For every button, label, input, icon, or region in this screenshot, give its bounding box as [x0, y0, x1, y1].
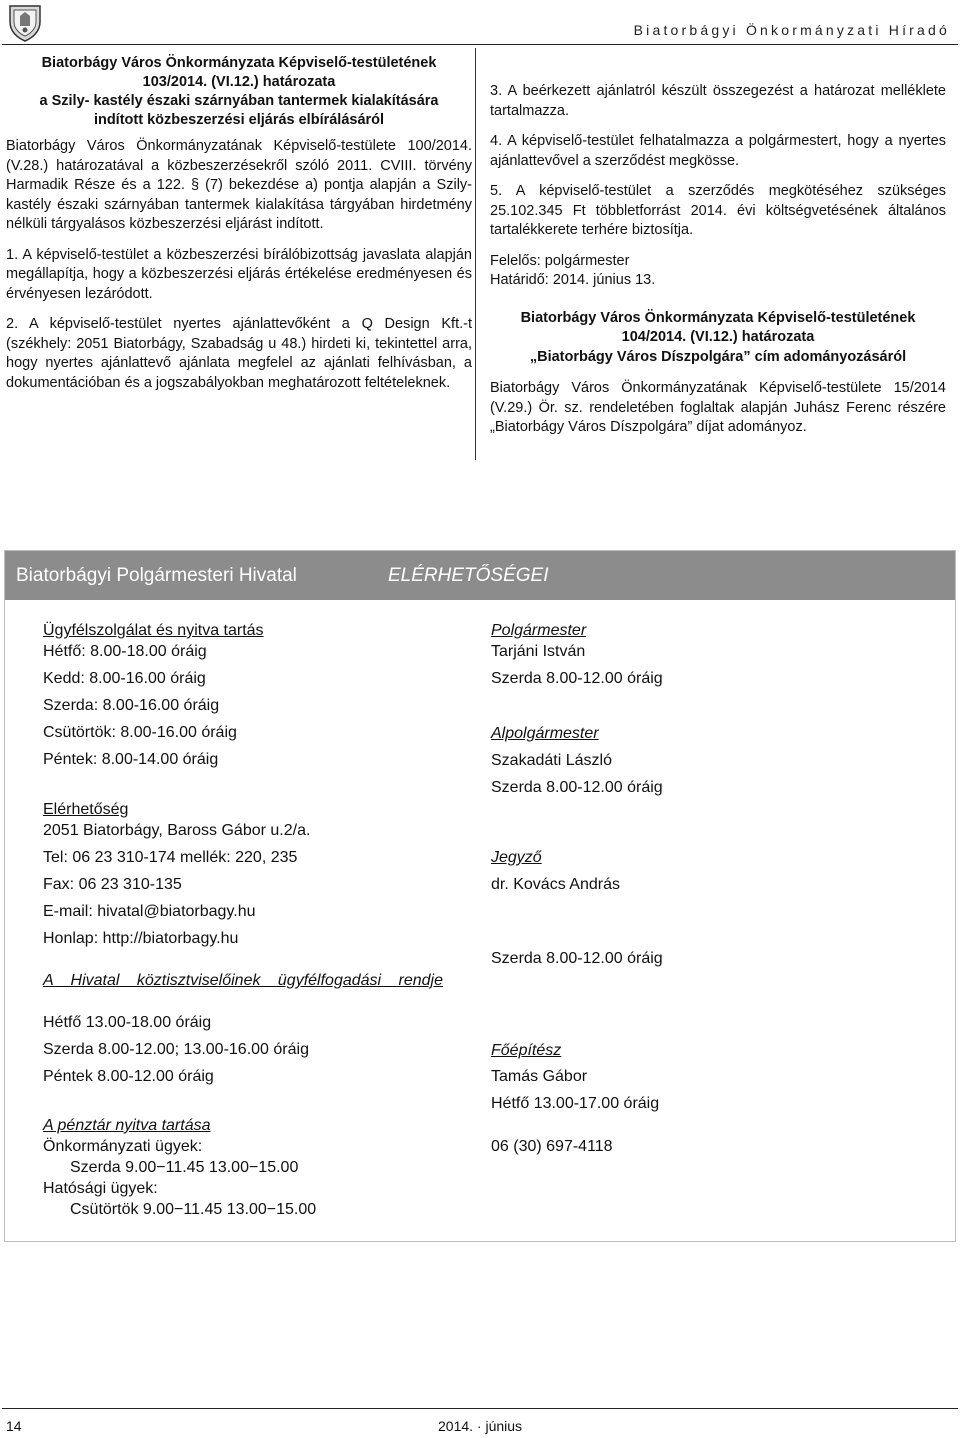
resolution-title-line: 104/2014. (VI.12.) határozata	[621, 329, 815, 345]
mayor-hours: Szerda 8.00-12.00 óráig	[491, 670, 663, 687]
right-column	[490, 82, 946, 449]
resolution-103-intro: Biatorbágy Város Önkormányzatának Képviselő-testülete 100/2014. (V.28.) határozatával a közbeszerzésekről szóló 2011. CVIII. törvény Harmadik Része és a 122. § (7) bekezdése a) pontja alapján a Szily- kastély északi szárnyában tantermek kialakítása tárgyában hirdetmény nélküli tárgyalásos közbeszerzési eljárást indított.	[6, 138, 472, 232]
responsible-line: Felelős: polgármester	[490, 252, 630, 269]
resolution-title-line: indított közbeszerzési eljárás elbírálásáról	[93, 112, 385, 128]
office-name: Biatorbágyi Polgármesteri Hivatal	[16, 565, 297, 586]
architect-name: Tamás Gábor	[491, 1068, 588, 1085]
cashier-authority-hours: Csütörtök 9.00−11.45 13.00−15.00	[70, 1201, 317, 1218]
architect-hours: Hétfő 13.00-17.00 óráig	[491, 1095, 660, 1112]
reception-monday: Hétfő 13.00-18.00 óráig	[43, 1014, 212, 1031]
resolution-title-line: Biatorbágy Város Önkormányzata Képviselő-testületének	[41, 55, 437, 71]
hours-friday: Péntek: 8.00-14.00 óráig	[43, 751, 219, 768]
office-address: 2051 Biatorbágy, Baross Gábor u.2/a.	[43, 822, 311, 839]
resolution-title-line: „Biatorbágy Város Díszpolgára” cím adományozásáról	[529, 348, 907, 365]
architect-phone: 06 (30) 697-4118	[491, 1138, 613, 1155]
reach-heading: Elérhetőség	[43, 801, 129, 818]
deputy-mayor-name: Szakadáti László	[491, 752, 612, 769]
footer-divider	[2, 1408, 958, 1409]
hours-wednesday: Szerda: 8.00-16.00 óráig	[43, 697, 220, 714]
reception-wednesday: Szerda 8.00-12.00; 13.00-16.00 óráig	[43, 1041, 309, 1058]
office-phone: Tel: 06 23 310-174 mellék: 220, 235	[43, 849, 298, 866]
notary-heading: Jegyző	[491, 849, 542, 866]
resolution-103-point-5: 5. A képviselő-testület a szerződés megkötéséhez szükséges 25.102.345 Ft többletforrást 2014. évi költségvetésének általános tartalékkerete terhére biztosítja.	[490, 183, 946, 238]
office-email: E-mail: hivatal@biatorbagy.hu	[43, 903, 256, 920]
mayor-heading: Polgármester	[491, 622, 587, 639]
newsletter-title: Biatorbágyi Önkormányzati Híradó	[633, 22, 950, 38]
cashier-heading: A pénztár nyitva tartása	[43, 1117, 211, 1134]
cashier-municipal-label: Önkormányzati ügyek:	[43, 1138, 203, 1155]
header-divider	[2, 44, 958, 45]
reception-friday: Péntek 8.00-12.00 óráig	[43, 1068, 214, 1085]
cashier-municipal-hours: Szerda 9.00−11.45 13.00−15.00	[70, 1159, 299, 1176]
issue-date: 2014. · június	[438, 1418, 523, 1434]
resolution-title-line: 103/2014. (VI.12.) határozata	[142, 74, 336, 90]
office-fax: Fax: 06 23 310-135	[43, 876, 182, 893]
resolution-103-point-4: 4. A képviselő-testület felhatalmazza a polgármestert, hogy a nyertes ajánlattevővel a szerződést megkösse.	[490, 133, 946, 169]
resolution-103-point-2: 2. A képviselő-testület nyertes ajánlattevőként a Q Design Kft.-t (székhely: 2051 Biatorbágy, Szabadság u 48.) hirdeti ki, tekintettel arra, hogy nyertes ajánlattevő ajánlata megfelel az ajánlati felhívásban, a dokumentációban és a jogszabályokban meghatározott feltételeknek.	[6, 316, 472, 391]
cashier-authority-label: Hatósági ügyek:	[43, 1180, 158, 1197]
notary-hours: Szerda 8.00-12.00 óráig	[491, 950, 663, 967]
staff-reception-heading: A Hivatal köztisztviselőinek ügyfélfogadási rendje	[43, 972, 443, 989]
deadline-line: Határidő: 2014. június 13.	[490, 272, 656, 288]
coat-of-arms-logo	[6, 2, 44, 42]
notary-name: dr. Kovács András	[491, 876, 620, 893]
office-website: Honlap: http://biatorbagy.hu	[43, 930, 239, 947]
resolution-104-text: Biatorbágy Város Önkormányzatának Képviselő-testülete 15/2014 (V.29.) Ör. sz. rendeletében foglaltak alapján Juhász Ferenc részére „Biatorbágy Város Díszpolgára” díjat adományoz.	[490, 380, 946, 435]
contacts-heading: ELÉRHETŐSÉGEI	[388, 565, 549, 586]
resolution-104-title	[490, 309, 946, 368]
resolution-title-line: a Szily- kastély északi szárnyában tantermek kialakítására	[39, 93, 439, 109]
resolution-103-point-1: 1. A képviselő-testület a közbeszerzési bírálóbizottság javaslata alapján megállapítja, hogy a közbeszerzési eljárás értékelése eredményesen és érvényesen lezáródott.	[6, 246, 472, 302]
deputy-mayor-heading: Alpolgármester	[491, 725, 599, 742]
resolution-103-point-3: 3. A beérkezett ajánlatról készült összegezést a határozat melléklete tartalmazza.	[490, 83, 946, 119]
customer-service-heading: Ügyfélszolgálat és nyitva tartás	[43, 622, 264, 639]
hours-monday: Hétfő: 8.00-18.00 óráig	[43, 643, 207, 660]
deputy-mayor-hours: Szerda 8.00-12.00 óráig	[491, 779, 663, 796]
resolution-103-title	[6, 54, 472, 130]
page-number: 14	[6, 1418, 22, 1434]
mayor-name: Tarjáni István	[491, 643, 586, 660]
hours-tuesday: Kedd: 8.00-16.00 óráig	[43, 670, 206, 687]
hours-thursday: Csütörtök: 8.00-16.00 óráig	[43, 724, 237, 741]
left-column	[6, 54, 472, 404]
resolution-title-line: Biatorbágy Város Önkormányzata Képviselő-testületének	[520, 309, 916, 326]
column-divider	[475, 48, 476, 460]
architect-heading: Főépítész	[491, 1042, 562, 1059]
